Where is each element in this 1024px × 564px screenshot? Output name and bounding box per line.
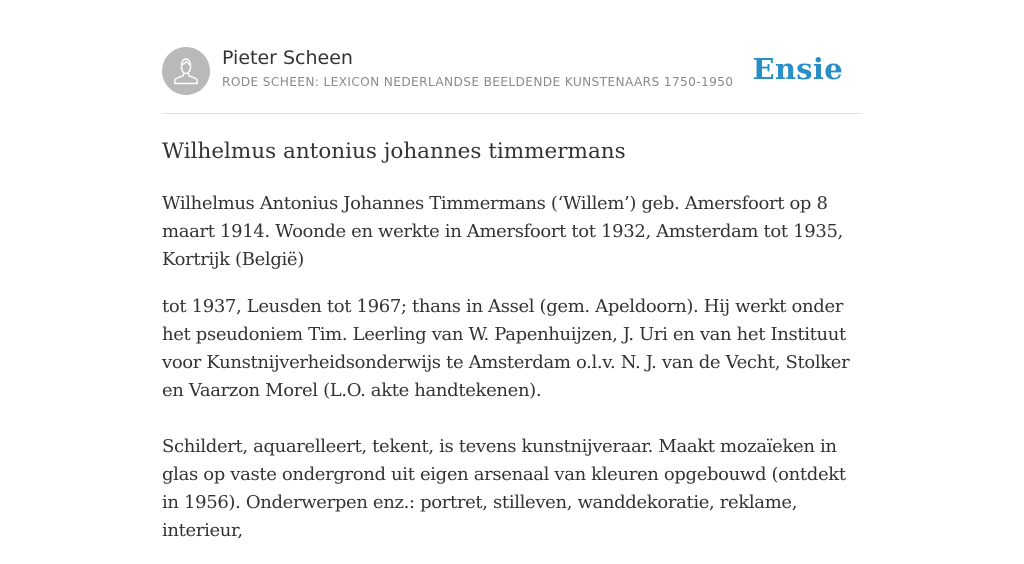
article-body (162, 190, 862, 564)
header-divider (162, 113, 862, 114)
article-title: Wilhelmus antonius johannes timmermans (162, 139, 626, 164)
source-title[interactable]: RODE SCHEEN: LEXICON NEDERLANDSE BEELDENDE KUNSTENAARS 1750-1950 (222, 75, 734, 89)
ensie-logo[interactable]: Ensie (752, 52, 843, 86)
author-name[interactable]: Pieter Scheen (222, 47, 353, 69)
page (162, 0, 862, 541)
author-avatar[interactable] (162, 47, 210, 95)
author-header (162, 47, 862, 95)
article-paragraph: Schildert, aquarelleert, tekent, is tevens kunstnijveraar. Maakt mozaïeken in glas op vaste ondergrond uit eigen arsenaal van kleuren opgebouwd (ontdekt in 1956). Onderwerpen enz.: portret, stilleven, wanddekoratie, reklame, interieur, (162, 436, 846, 541)
user-silhouette-icon (162, 47, 210, 95)
article-paragraph: Wilhelmus Antonius Johannes Timmermans (‘Willem’) geb. Amersfoort op 8 maart 1914. Woonde en werkte in Amersfoort tot 1932, Amsterdam tot 1935, Kortrijk (België) (162, 193, 843, 270)
article-paragraph: tot 1937, Leusden tot 1967; thans in Assel (gem. Apeldoorn). Hij werkt onder het pseudoniem Tim. Leerling van W. Papenhuijzen, J. Uri en van het Instituut voor Kunstnijverheidsonderwijs te Amsterdam o.l.v. N. J. van de Vecht, Stolker en Vaarzon Morel (L.O. akte handtekenen). (162, 296, 850, 401)
